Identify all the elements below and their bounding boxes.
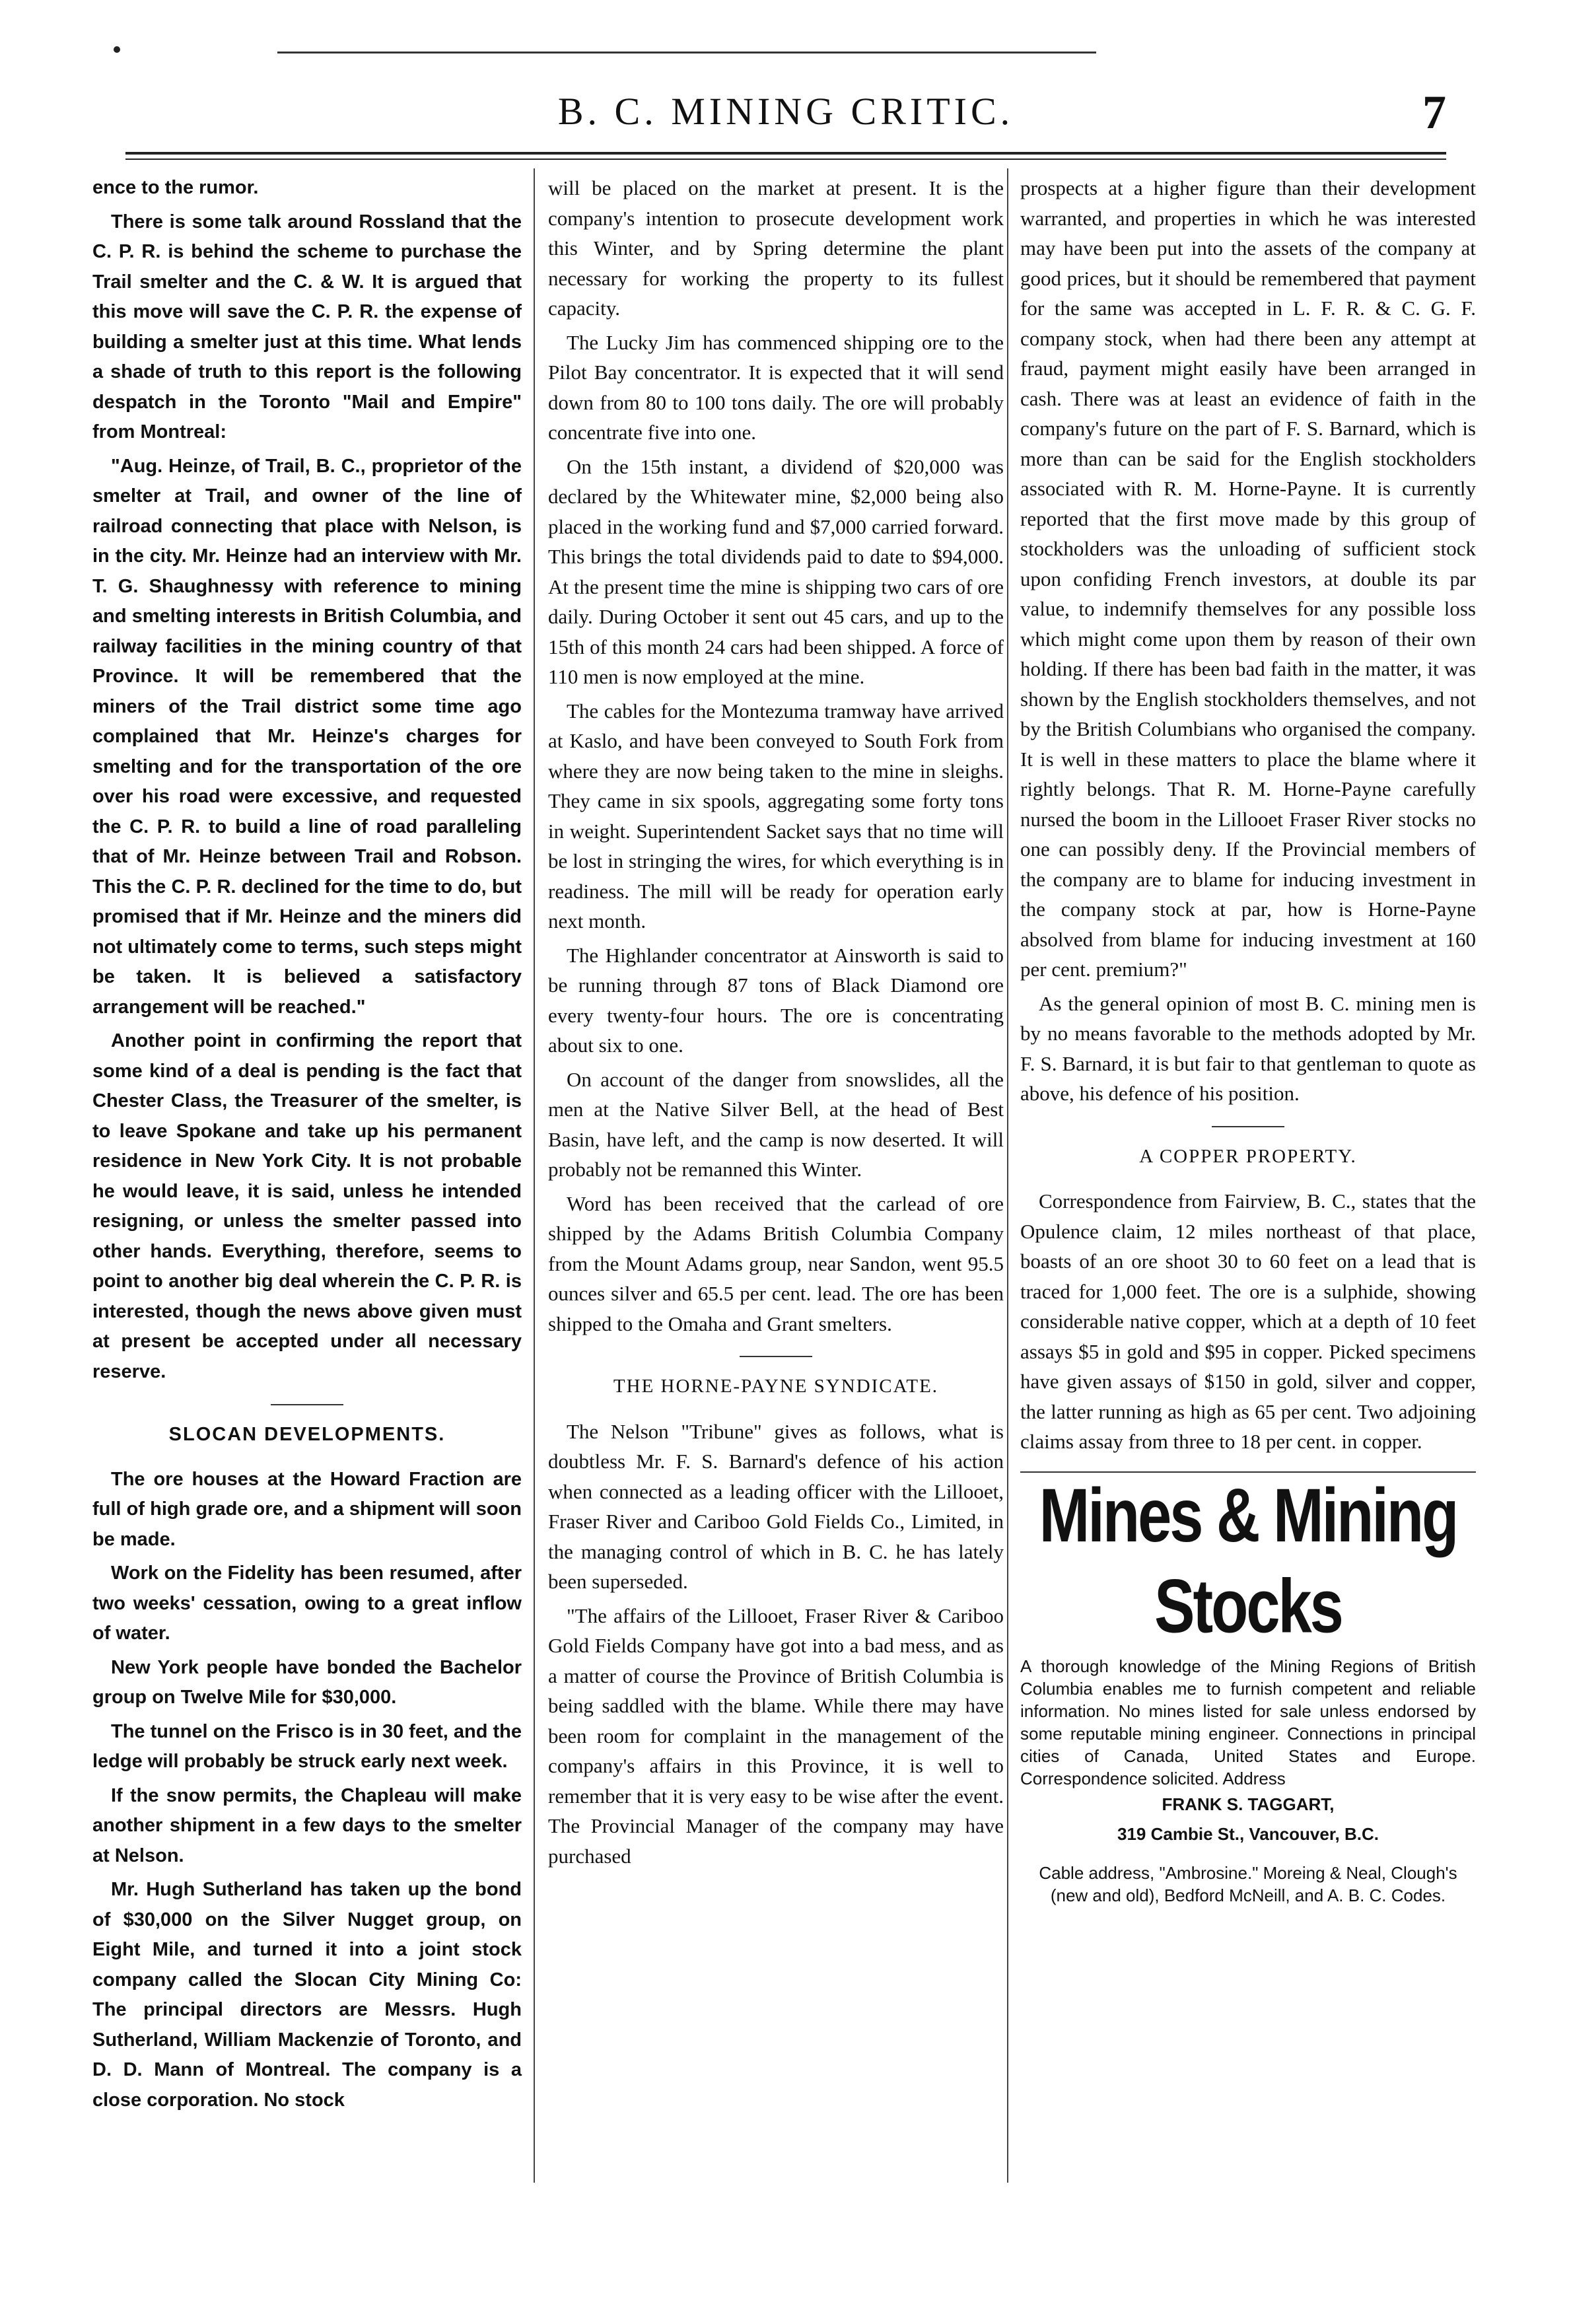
news-item: New York people have bonded the Bachelor group on Twelve Mile for $30,000.	[92, 1656, 522, 1708]
news-item: Mr. Hugh Sutherland has taken up the bond of $30,000 on the Silver Nugget group, on Eight Mile, and turned it into a joint stock company called the Slocan City Mining Co: The principal directors are Messrs. Hugh Sutherland, William Mackenzie of Toronto, and D. D. Mann of Montreal. The company is a close corporation. No stock	[92, 1879, 522, 2111]
masthead	[125, 86, 1446, 152]
section-separator	[1212, 1126, 1284, 1127]
section-heading: A COPPER PROPERTY.	[1139, 1145, 1357, 1167]
section-separator	[271, 1404, 343, 1405]
page-speck	[114, 46, 120, 53]
article-paragraph: The cables for the Montezuma tramway have arrived at Kaslo, and have been conveyed to South Fork from where they are now being taken to the mine in sleighs. They came in six spools, aggregating some forty tons in weight. Superintendent Sacket says that no time will be lost in stringing the wires, for which everything is in readiness. The mill will be ready for operation early next month.	[548, 699, 1004, 933]
column-divider	[534, 168, 535, 2183]
advertisement-text: A thorough knowledge of the Mining Regions of British Columbia enables me to furnish competent and reliable information. No mines listed for sale unless endorsed by some reputable mining engineer. Connections in principal cities of Canada, United States and Europe. Correspondence solicited. Address	[1020, 1656, 1476, 1788]
header-rule-thin	[125, 158, 1446, 160]
article-paragraph: The Nelson "Tribune" gives as follows, what is doubtless Mr. F. S. Barnard's defence of his action when connected as a leading officer with the Lillooet, Fraser River and Cariboo Gold Fields Co., Limited, in the managing control of which in B. C. he has lately been superseded.	[548, 1419, 1004, 1593]
advertiser-name: FRANK S. TAGGART,	[1162, 1794, 1335, 1814]
article-paragraph: Word has been received that the carlead of ore shipped by the Adams British Columbia Company from the Mount Adams group, near Sandon, went 95.5 ounces silver and 65.5 per cent. lead. The ore has been shipped to the Omaha and Grant smelters.	[548, 1191, 1004, 1335]
page-number: 7	[1422, 86, 1446, 139]
news-item: Work on the Fidelity has been resumed, after two weeks' cessation, owing to a great inflow of water.	[92, 1563, 522, 1644]
article-paragraph: Correspondence from Fairview, B. C., states that the Opulence claim, 12 miles northeast of that place, boasts of an ore shoot 30 to 60 feet on a lead that is traced for 1,000 feet. The ore is a sulphide, showing considerable native copper, which at a depth of 10 feet assays $5 in gold and $95 in copper. Picked specimens have given assays of $150 in gold, silver and copper, the latter running as high as 65 per cent. Two adjoining claims assay from three to 18 per cent. in copper.	[1020, 1189, 1476, 1453]
article-paragraph: The Highlander concentrator at Ainsworth is said to be running through 87 tons of Black Diamond ore every twenty-four hours. The ore is concentrating about six to one.	[548, 943, 1004, 1057]
article-paragraph: There is some talk around Rossland that the C. P. R. is behind the scheme to purchase the Trail smelter and the C. & W. It is argued that this move will save the C. P. R. the expense of building a smelter just at this time. What lends a shade of truth to this report is the following despatch in the Toronto "Mail and Empire" from Montreal:	[92, 211, 522, 442]
news-item: If the snow permits, the Chapleau will make another shipment in a few days to the smelter at Nelson.	[92, 1784, 522, 1866]
section-heading: SLOCAN DEVELOPMENTS.	[168, 1424, 446, 1445]
news-item: The tunnel on the Frisco is in 30 feet, and the ledge will probably be struck early next week.	[92, 1720, 522, 1772]
article-paragraph: "Aug. Heinze, of Trail, B. C., proprietor of the smelter at Trail, and owner of the line of railroad connecting that place with Nelson, is in the city. Mr. Heinze had an interview with Mr. T. G. Shaughnessy with reference to mining and smelting interests in British Columbia, and railway facilities in the mining country of that Province. It will be remembered that the miners of the Trail district some time ago complained that Mr. Heinze's charges for smelting and for the transportation of the ore over his road were excessive, and requested the C. P. R. to build a line of road paralleling that of Mr. Heinze between Trail and Robson. This the C. P. R. declined for the time to do, but promised that if Mr. Heinze and the miners did not ultimately come to terms, such steps might be taken. It is believed a satisfactory arrangement will be reached."	[92, 455, 522, 1018]
top-border-line	[277, 52, 1096, 53]
article-paragraph: On the 15th instant, a dividend of $20,000 was declared by the Whitewater mine, $2,000 being also placed in the working fund and $7,000 carried forward. This brings the total dividends paid to date to $94,000. At the present time the mine is shipping two cars of ore daily. During October it sent out 45 cars, and up to the 15th of this month 24 cars had been shipped. A force of 110 men is now employed at the mine.	[548, 454, 1004, 688]
article-paragraph: As the general opinion of most B. C. mining men is by no means favorable to the methods adopted by Mr. F. S. Barnard, it is but fair to that gentleman to quote as above, his defence of his position.	[1020, 991, 1476, 1105]
column-3	[1020, 173, 1476, 1907]
article-paragraph: "The affairs of the Lillooet, Fraser River & Cariboo Gold Fields Company have got into a bad mess, and as a matter of course the Province of British Columbia is being saddled with the blame. While there may have been room for complaint in the management of the company's affairs in this Province, it is well to remember that it is very easy to be wise after the event. The Provincial Manager of the company may have purchased	[548, 1603, 1004, 1868]
section-separator	[740, 1356, 812, 1357]
column-divider	[1007, 168, 1008, 2183]
article-paragraph: On account of the danger from snowslides, all the men at the Native Silver Bell, at the head of Best Basin, have left, and the camp is now deserted. It will probably not be remanned this Winter.	[548, 1067, 1004, 1181]
advertisement-title: Mines & Mining Stocks	[1039, 1473, 1457, 1648]
news-item: The ore houses at the Howard Fraction are full of high grade ore, and a shipment will soon be made.	[92, 1468, 522, 1550]
newspaper-title: B. C. MINING CRITIC.	[557, 90, 1014, 133]
advertisement-body	[1020, 1655, 1476, 1790]
advertiser-address: 319 Cambie St., Vancouver, B.C.	[1117, 1824, 1379, 1844]
article-paragraph: prospects at a higher figure than their development warranted, and properties in which he was interested may have been put into the assets of the company at good prices, but it should be remembered that payment for the same was accepted in L. F. R. & C. G. F. company stock, when had there been any attempt at fraud, payment might easily have been arranged in cash. There was at least an evidence of faith in the company's future on the part of F. S. Barnard, which is more than can be said for the English stockholders associated with R. M. Horne-Payne. It is currently reported that the first move made by this group of stockholders was the unloading of sufficient stock upon confiding French investors, at double its par value, to indemnify themselves for any possible loss which might come upon them by reason of their own holding. If there has been bad faith in the matter, it was shown by the English stockholders themselves, and not by the British Columbians who organised the company. It is well in these matters to place the blame where it rightly belongs. That R. M. Horne-Payne carefully nursed the boom in the Lillooet Fraser River stocks no one can possibly deny. If the Provincial members of the company are to blame for inducing investment in the company stock at par, how is Horne-Payne absolved from blame for inducing investment at 160 per cent. premium?"	[1020, 176, 1476, 981]
header-rule	[125, 152, 1446, 155]
column-2	[548, 173, 1004, 1875]
advertisement	[1020, 1473, 1476, 1907]
article-paragraph: will be placed on the market at present. It is the company's intention to prosecute development work this Winter, and by Spring determine the plant necessary for working the property to its fullest capacity.	[548, 176, 1004, 320]
section-heading: THE HORNE-PAYNE SYNDICATE.	[613, 1376, 939, 1397]
article-paragraph: Another point in confirming the report that some kind of a deal is pending is the fact that Chester Class, the Treasurer of the smelter, is to leave Spokane and take up his permanent residence in New York City. It is not probable he would leave, it is said, unless he intended resigning, or unless the smelter passed into other hands. Everything, therefore, seems to point to another big deal wherein the C. P. R. is interested, though the news above given must at present be accepted under all necessary reserve.	[92, 1030, 522, 1382]
cable-codes: Cable address, "Ambrosine." Moreing & Neal, Clough's (new and old), Bedford McNeill, and A. B. C. Codes.	[1039, 1862, 1457, 1905]
column-1	[92, 173, 522, 2119]
article-paragraph: The Lucky Jim has commenced shipping ore to the Pilot Bay concentrator. It is expected that it will send down from 80 to 100 tons daily. The ore will probably concentrate five into one.	[548, 330, 1004, 444]
article-paragraph: ence to the rumor.	[92, 177, 259, 198]
